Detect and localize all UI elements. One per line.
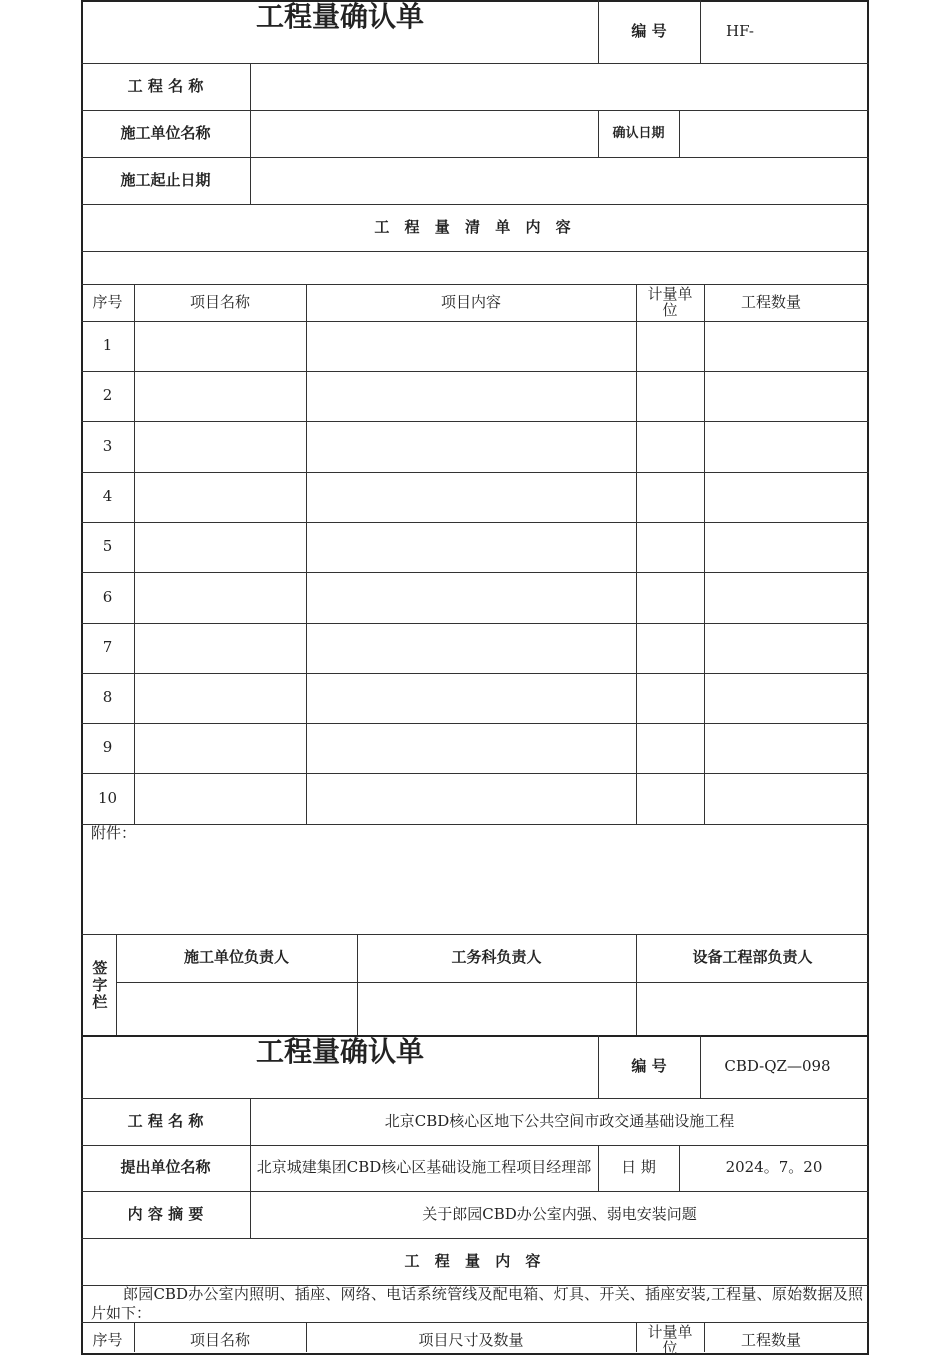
form-1-row-index: 10	[97, 788, 118, 807]
form-2-date-label: 日 期	[621, 1158, 656, 1177]
form-1-header-quantity: 工程数量	[740, 292, 801, 311]
form-1-number-label: 编 号	[631, 21, 667, 40]
form-1-row-index: 4	[102, 487, 113, 506]
form-1-sign-equipment: 设备工程部负责人	[692, 948, 813, 967]
form-1-row-index: 2	[102, 386, 113, 405]
form-1-row-index: 9	[102, 738, 113, 757]
form-2-content-text: 郎园CBD办公室内照明、插座、网络、电话系统管线及配电箱、灯具、开关、插座安装,工程量、原始数据及照片如下：	[91, 1285, 863, 1322]
form-1-header-item-name: 项目名称	[189, 292, 250, 311]
form-1-row-index: 3	[102, 436, 113, 455]
form-2-date-value: 2024。7。20	[725, 1158, 823, 1177]
form-2-header-item-name: 项目名称	[189, 1330, 250, 1349]
form-1-header-index: 序号	[92, 292, 123, 311]
form-2-header-unit: 计量单位	[647, 1322, 693, 1357]
form-2-summary-label: 内 容 摘 要	[127, 1204, 204, 1223]
form-1-confirm-date-label: 确认日期	[612, 125, 665, 141]
form-2-header-index: 序号	[92, 1330, 123, 1349]
form-1-period-label: 施工起止日期	[120, 170, 211, 189]
form-2-summary-value: 关于郎园CBD办公室内强、弱电安装问题	[422, 1204, 697, 1223]
form-1-sign-engineering: 工务科负责人	[451, 948, 542, 967]
form-1-header-unit: 计量单位	[647, 284, 693, 319]
form-1-header-item-content: 项目内容	[440, 292, 501, 311]
form-2-project-name-value: 北京CBD核心区地下公共空间市政交通基础设施工程	[384, 1111, 735, 1130]
form-1-row-index: 5	[102, 537, 113, 556]
form-1-row-index: 7	[102, 638, 113, 657]
form-1-attachment-label: 附件：	[91, 824, 137, 842]
form-1-number-value: HF-	[726, 21, 754, 40]
form-1-row-index: 8	[102, 688, 113, 707]
form-2-header-quantity: 工程数量	[740, 1330, 801, 1349]
form-2-content-title: 工 程 量 内 容	[404, 1251, 546, 1270]
form-1-unit-label: 施工单位名称	[120, 123, 211, 142]
form-1-list-title: 工 程 量 清 单 内 容	[374, 217, 576, 236]
form-1-row-index: 1	[102, 336, 113, 355]
form-1-row-index: 6	[102, 587, 113, 606]
form-2-unit-label: 提出单位名称	[120, 1158, 211, 1177]
form-1-title: 工程量确认单	[255, 0, 424, 34]
form-2-project-name-label: 工 程 名 称	[127, 1111, 204, 1130]
form-2-number-label: 编 号	[631, 1056, 667, 1075]
form-2-header-item-size: 项目尺寸及数量	[418, 1330, 524, 1349]
form-1-sign-label: 签字栏	[90, 959, 109, 1011]
form-1-project-name-label: 工 程 名 称	[127, 76, 204, 95]
form-1-sign-contractor: 施工单位负责人	[183, 948, 289, 967]
form-2-unit-value: 北京城建集团CBD核心区基础设施工程项目经理部	[256, 1158, 592, 1177]
form-2-number-value: CBD-QZ—098	[724, 1056, 831, 1075]
form-2-title: 工程量确认单	[255, 1035, 424, 1069]
